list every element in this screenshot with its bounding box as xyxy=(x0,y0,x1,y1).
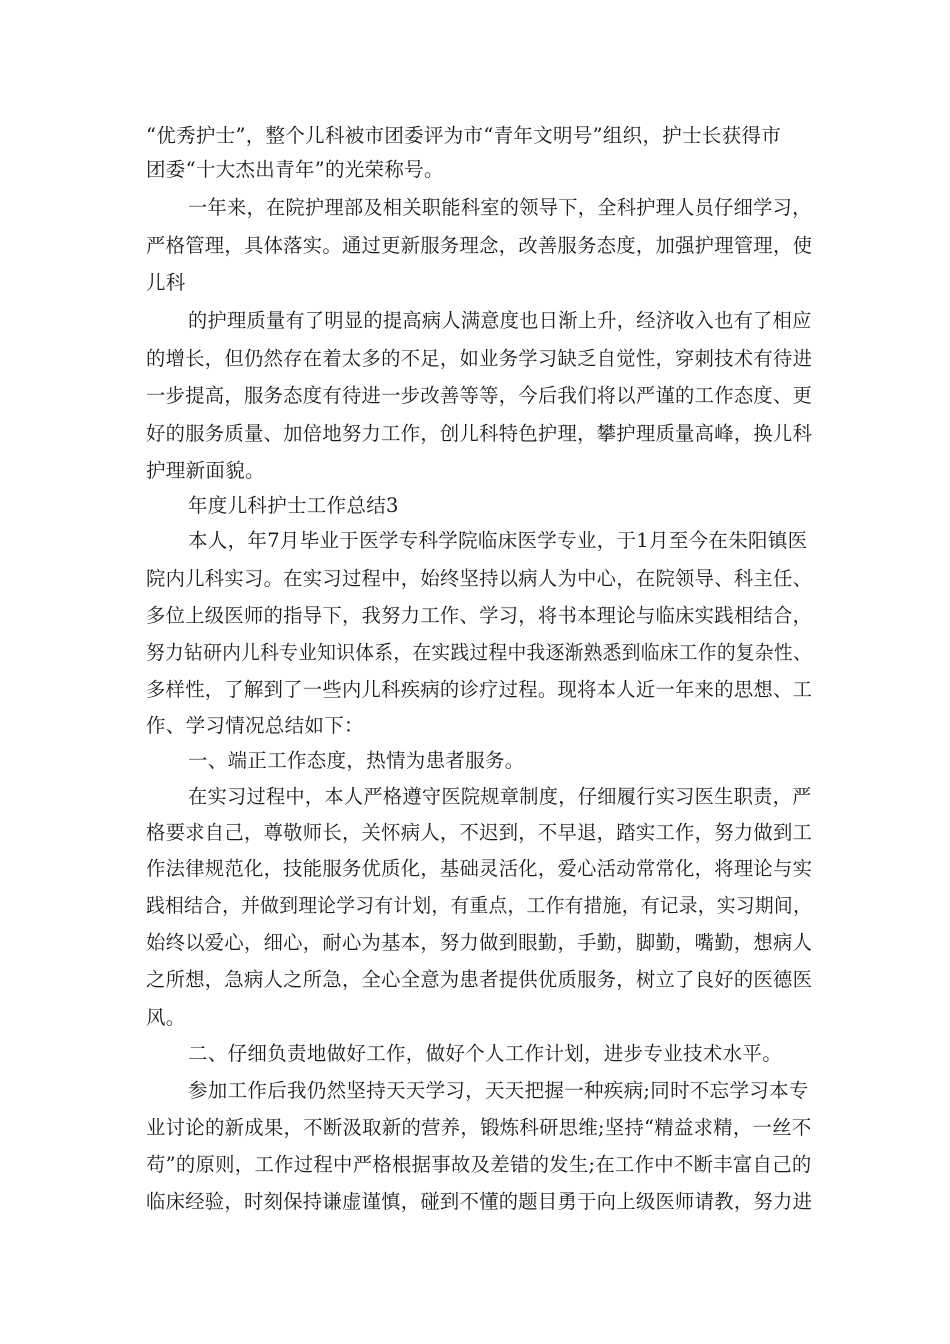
text-line: 努力钻研内儿科专业知识体系，在实践过程中我逐渐熟悉到临床工作的复杂性、 xyxy=(146,641,812,664)
text-line: 多位上级医师的指导下，我努力工作、学习，将书本理论与临床实践相结合， xyxy=(146,604,813,627)
section-heading: 年度儿科护士工作总结3 xyxy=(188,494,399,517)
text-line: 之所想，急病人之所急，全心全意为患者提供优质服务，树立了良好的医德医 xyxy=(146,968,813,991)
text-line: 作、学习情况总结如下： xyxy=(146,714,364,737)
text-line: 苟”的原则，工作过程中严格根据事故及差错的发生;在工作中不断丰富自己的 xyxy=(146,1153,812,1176)
text-line: 格要求自己，尊敬师长，关怀病人，不迟到，不早退，踏实工作，努力做到工 xyxy=(146,821,813,844)
text-line: 在实习过程中，本人严格遵守医院规章制度，仔细履行实习医生职责，严 xyxy=(188,785,812,808)
text-line: 践相结合，并做到理论学习有计划，有重点，工作有措施，有记录，实习期间， xyxy=(146,894,812,917)
text-line: 的增长，但仍然存在着太多的不足，如业务学习缺乏自觉性，穿刺技术有待进 xyxy=(146,347,813,370)
text-line: 作法律规范化，技能服务优质化，基础灵活化，爱心活动常常化，将理论与实 xyxy=(146,857,813,880)
text-line: 儿科 xyxy=(146,271,186,294)
text-line: 一、端正工作态度，热情为患者服务。 xyxy=(188,749,525,772)
text-line: 始终以爱心，细心，耐心为基本，努力做到眼勤，手勤，脚勤，嘴勤，想病人 xyxy=(146,931,813,954)
text-line: “优秀护士”，整个儿科被市团委评为市“青年文明号”组织，护士长获得市 xyxy=(146,124,782,147)
text-line: 团委“十大杰出青年”的光荣称号。 xyxy=(146,158,444,181)
text-line: 临床经验，时刻保持谦虚谨慎，碰到不懂的题目勇于向上级医师请教，努力进 xyxy=(146,1190,813,1213)
text-line: 的护理质量有了明显的提高病人满意度也日渐上升，经济收入也有了相应 xyxy=(188,309,812,332)
text-line: 业讨论的新成果，不断汲取新的营养，锻炼科研思维;坚持“精益求精，一丝不 xyxy=(146,1116,812,1139)
text-line: 风。 xyxy=(146,1006,186,1029)
text-line: 院内儿科实习。在实习过程中，始终坚持以病人为中心，在院领导、科主任、 xyxy=(146,567,813,590)
text-line: 一年来，在院护理部及相关职能科室的领导下，全科护理人员仔细学习， xyxy=(188,196,812,219)
text-line: 多样性，了解到了一些内儿科疾病的诊疗过程。现将本人近一年来的思想、工 xyxy=(146,678,813,701)
text-line: 本人，年7月毕业于医学专科学院临床医学专业，于1月至今在朱阳镇医 xyxy=(188,529,808,552)
text-line: 好的服务质量、加倍地努力工作，创儿科特色护理，攀护理质量高峰，换儿科 xyxy=(146,422,813,445)
text-line: 一步提高，服务态度有待进一步改善等等，今后我们将以严谨的工作态度、更 xyxy=(146,384,813,407)
text-line: 严格管理，具体落实。通过更新服务理念，改善服务态度，加强护理管理，使 xyxy=(146,234,813,257)
text-line: 二、仔细负责地做好工作，做好个人工作计划，进步专业技术水平。 xyxy=(188,1042,783,1065)
text-line: 参加工作后我仍然坚持天天学习，天天把握一种疾病;同时不忘学习本专 xyxy=(188,1079,809,1102)
text-line: 护理新面貌。 xyxy=(146,459,265,482)
